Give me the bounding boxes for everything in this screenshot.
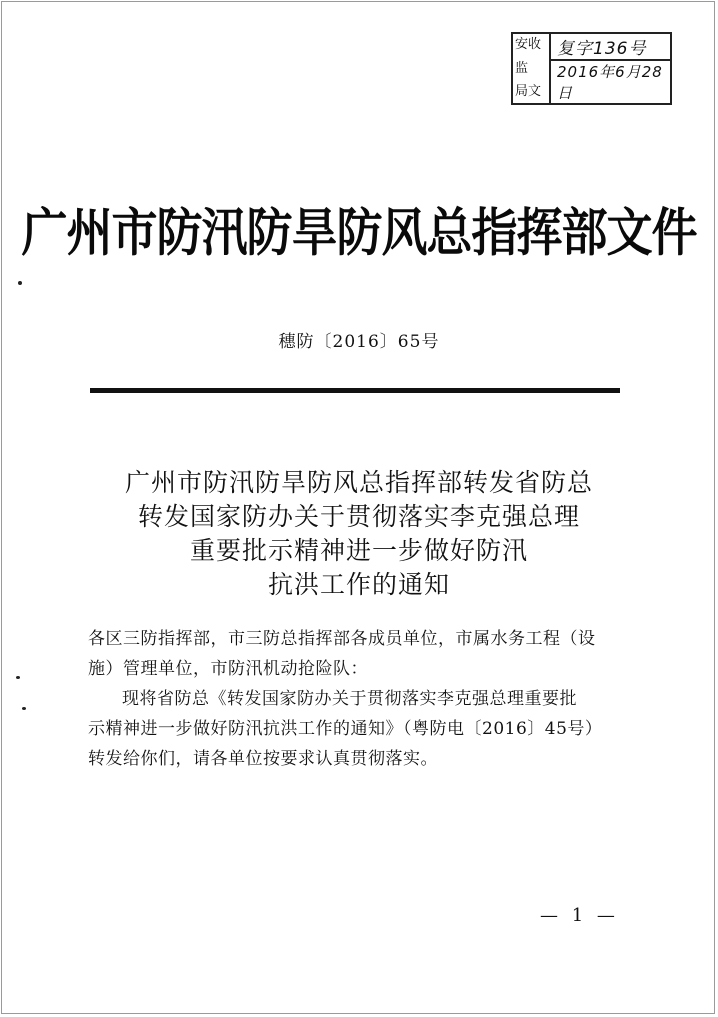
stamp-label <box>513 34 551 103</box>
document-header-title: 广州市防汛防旱防风总指挥部文件 <box>21 202 697 263</box>
document-number: 穗防〔2016〕65号 <box>278 332 440 352</box>
document-subject <box>0 466 718 602</box>
paragraph-line: 现将省防总《转发国家防办关于贯彻落实李克强总理重要批 <box>122 689 577 709</box>
recipients-line: 各区三防指挥部，市三防总指挥部各成员单位，市属水务工程（设 <box>88 629 596 649</box>
subject-line: 转发国家防办关于贯彻落实李克强总理 <box>137 502 580 531</box>
subject-line: 重要批示精神进一步做好防汛 <box>189 536 528 565</box>
header-divider <box>90 388 620 393</box>
document-body <box>88 624 648 774</box>
scan-mark <box>18 281 22 285</box>
scan-mark <box>16 676 20 679</box>
stamp-label-mid: 监 <box>515 60 529 76</box>
stamp-date: 2016年6月28日 <box>551 59 670 103</box>
subject-line: 抗洪工作的通知 <box>267 570 450 599</box>
stamp-number: 复字136号 <box>557 39 647 59</box>
subject-line: 广州市防汛防旱防风总指挥部转发省防总 <box>124 468 593 497</box>
stamp-label-bottom: 局文 <box>515 84 542 99</box>
recipients-line: 施）管理单位，市防汛机动抢险队： <box>88 659 368 679</box>
scan-mark <box>22 707 26 710</box>
page-number: — 1 — <box>540 905 619 926</box>
paragraph-line: 转发给你们，请各单位按要求认真贯彻落实。 <box>88 749 438 769</box>
paragraph-line: 示精神进一步做好防汛抗洪工作的通知》（粤防电〔2016〕45号） <box>88 719 603 739</box>
stamp-label-top: 安收 <box>515 37 542 52</box>
receipt-stamp <box>511 32 672 105</box>
stamp-body <box>551 34 670 103</box>
